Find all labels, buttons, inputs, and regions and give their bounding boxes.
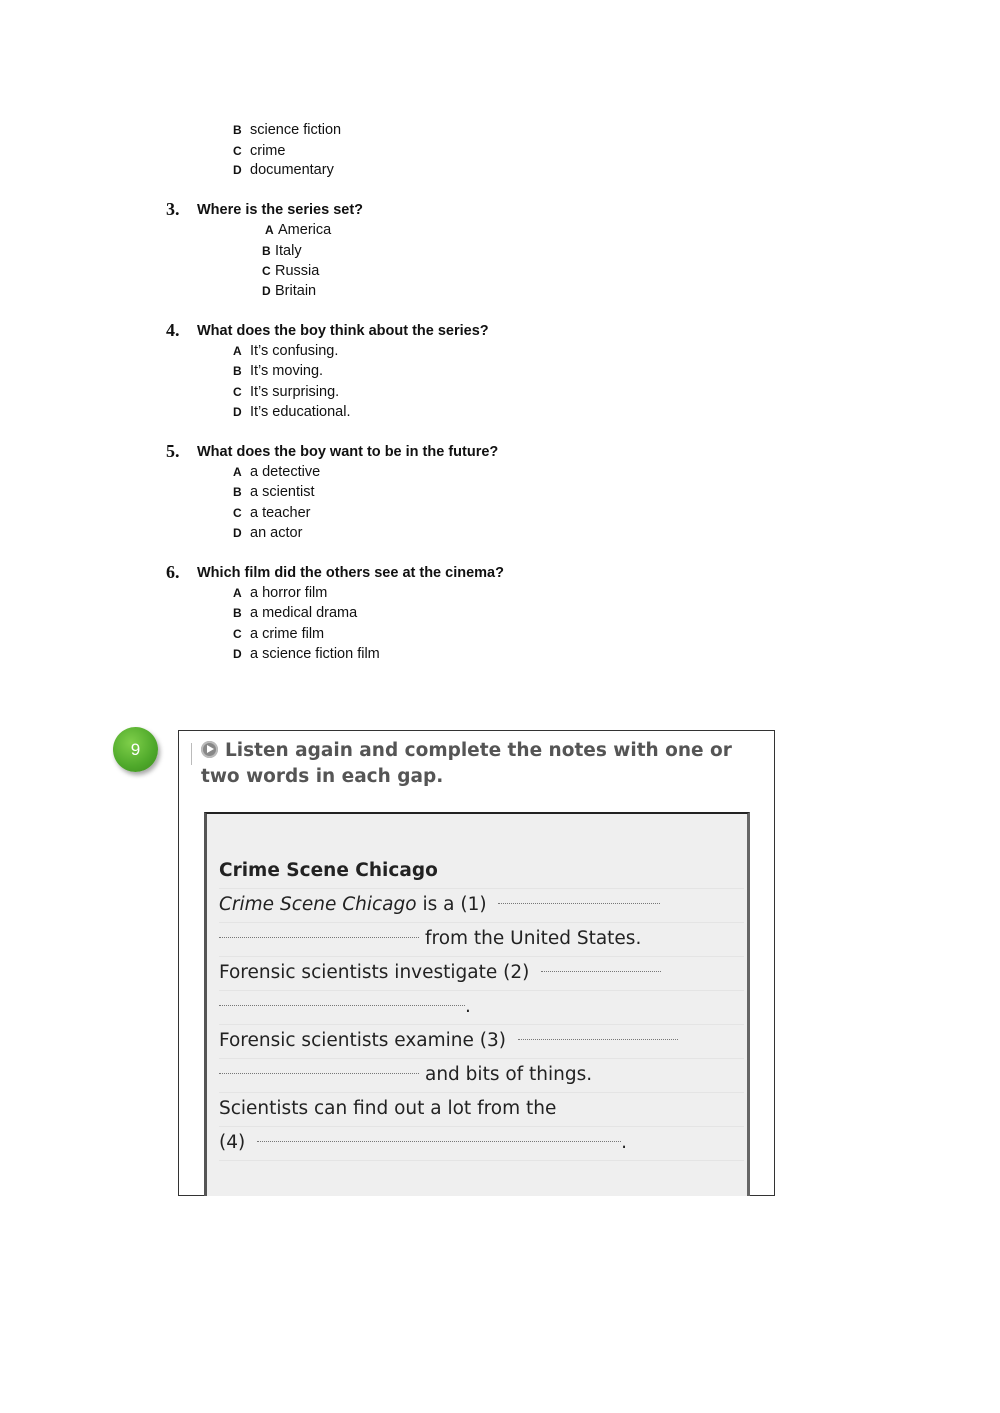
notes-line-4: . bbox=[219, 990, 744, 1025]
divider bbox=[191, 743, 192, 765]
option-q6-a[interactable]: A a horror film bbox=[233, 585, 328, 601]
question-number: 3. bbox=[166, 199, 180, 219]
option-q3-b[interactable]: B Italy bbox=[262, 243, 302, 259]
option-q6-d[interactable]: D a science fiction film bbox=[233, 646, 380, 662]
option-q4-d[interactable]: D It’s educational. bbox=[233, 404, 351, 420]
question-text: What does the boy think about the series? bbox=[197, 323, 489, 339]
notes-line-7: Scientists can find out a lot from the bbox=[219, 1092, 744, 1127]
exercise-instruction: Listen again and complete the notes with one or two words in each gap. bbox=[201, 740, 732, 787]
option-q4-b[interactable]: B It’s moving. bbox=[233, 363, 324, 379]
show-title: Crime Scene Chicago bbox=[219, 894, 417, 915]
option-q5-d[interactable]: D an actor bbox=[233, 525, 303, 541]
option-q5-c[interactable]: C a teacher bbox=[233, 505, 311, 521]
option-q6-c[interactable]: C a crime film bbox=[233, 626, 325, 642]
option-q2-d[interactable]: D documentary bbox=[233, 162, 334, 178]
question-number: 5. bbox=[166, 441, 180, 461]
exercise-number-badge: 9 bbox=[113, 727, 158, 772]
gap-2-continued-input[interactable] bbox=[219, 1004, 465, 1006]
option-q2-b[interactable]: B science fiction bbox=[233, 122, 342, 138]
option-q6-b[interactable]: B a medical drama bbox=[233, 605, 358, 621]
option-q5-a[interactable]: A a detective bbox=[233, 464, 321, 480]
option-q3-a[interactable]: A America bbox=[265, 222, 332, 238]
question-text: What does the boy want to be in the future? bbox=[197, 444, 499, 460]
notes-line-1: Crime Scene Chicago is a (1) bbox=[219, 888, 744, 923]
option-q3-c[interactable]: C Russia bbox=[262, 263, 320, 279]
exercise-box bbox=[178, 730, 775, 1196]
notes-panel bbox=[204, 812, 750, 1196]
gap-3-input[interactable] bbox=[518, 1038, 678, 1040]
question-number: 4. bbox=[166, 320, 180, 340]
notes-title: Crime Scene Chicago bbox=[219, 854, 744, 889]
notes-line-5: Forensic scientists examine (3) bbox=[219, 1024, 744, 1059]
option-q5-b[interactable]: B a scientist bbox=[233, 484, 315, 500]
gap-1-continued-input[interactable] bbox=[219, 936, 419, 938]
notes-line-2: from the United States. bbox=[219, 922, 744, 957]
option-q4-a[interactable]: A It’s confusing. bbox=[233, 343, 339, 359]
gap-4-input[interactable] bbox=[257, 1140, 621, 1142]
notes-line-6: and bits of things. bbox=[219, 1058, 744, 1093]
gap-2-input[interactable] bbox=[541, 970, 661, 972]
question-text: Which film did the others see at the cinema? bbox=[197, 565, 504, 581]
option-q2-c[interactable]: C crime bbox=[233, 143, 286, 159]
gap-1-input[interactable] bbox=[498, 902, 660, 904]
option-q3-d[interactable]: D Britain bbox=[262, 283, 317, 299]
question-text: Where is the series set? bbox=[197, 202, 364, 218]
question-number: 6. bbox=[166, 562, 180, 582]
notes-line-8: (4) . bbox=[219, 1126, 744, 1161]
gap-3-continued-input[interactable] bbox=[219, 1072, 419, 1074]
option-q4-c[interactable]: C It’s surprising. bbox=[233, 384, 340, 400]
notes-line-3: Forensic scientists investigate (2) bbox=[219, 956, 744, 991]
